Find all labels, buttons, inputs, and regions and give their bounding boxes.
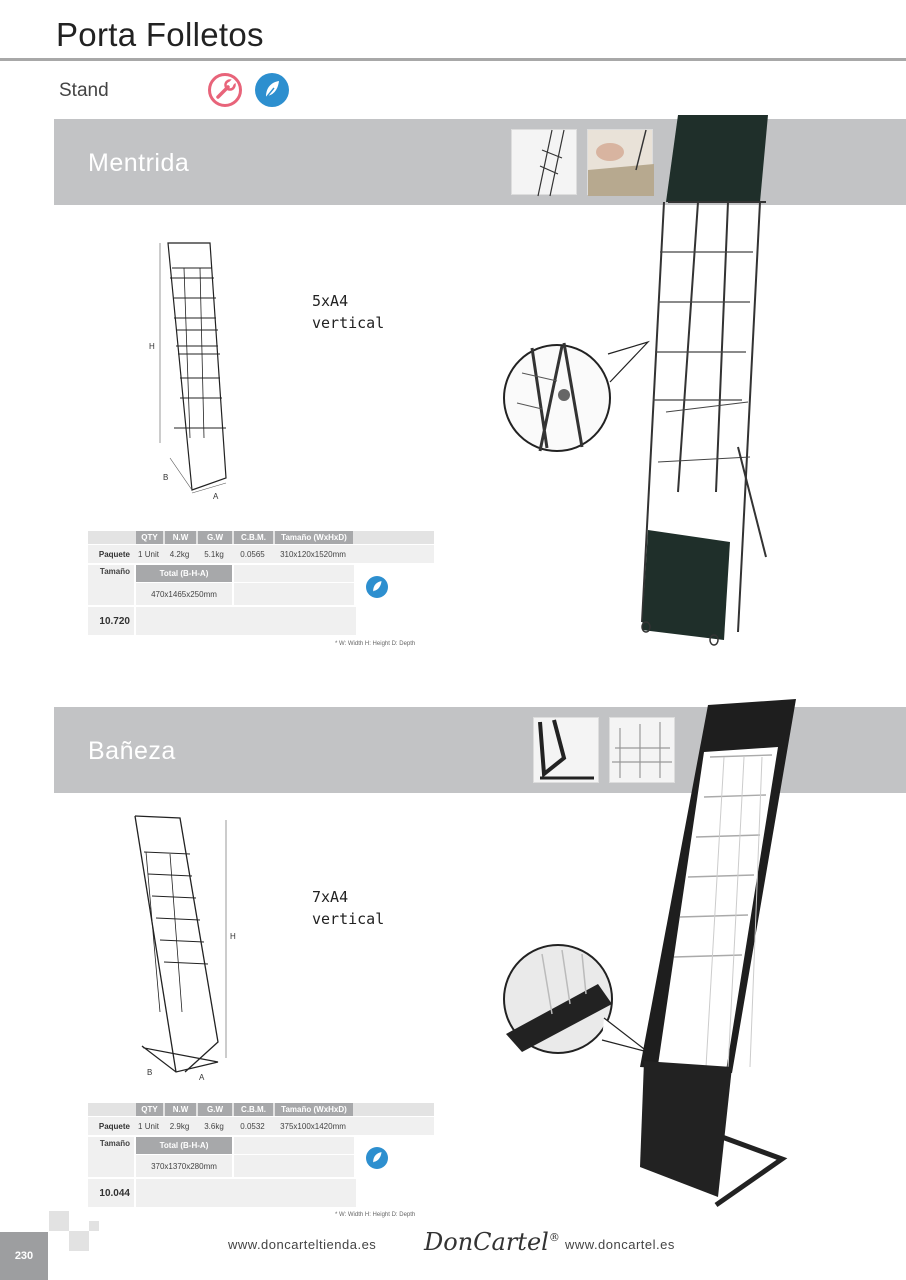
dimension-label-a: A — [199, 1073, 205, 1082]
col-header: QTY — [136, 531, 163, 544]
table-cell: 1 Unit — [138, 549, 159, 559]
category-subtitle: Stand — [59, 80, 109, 101]
brand-registered-mark: ® — [548, 1231, 560, 1244]
row-label: Tamaño — [88, 1137, 134, 1177]
col-header: N.W — [165, 531, 196, 544]
brand-name: DonCartel — [424, 1228, 549, 1256]
col-header: C.B.M. — [234, 531, 273, 544]
dimension-label-a: A — [213, 492, 219, 501]
capacity-note — [312, 290, 384, 334]
brand-logo — [424, 1228, 560, 1256]
col-header: C.B.M. — [234, 1103, 273, 1116]
col-header: QTY — [136, 1103, 163, 1116]
capacity-note — [312, 886, 384, 930]
product-name: Mentrida — [88, 149, 190, 177]
leaf-icon — [366, 1147, 388, 1169]
table-cell: 1 Unit — [138, 1121, 159, 1131]
table-cell: 5.1kg — [204, 549, 224, 559]
footer-link-site[interactable]: www.doncartel.es — [565, 1237, 675, 1252]
total-header: Total (B-H-A) — [136, 1137, 232, 1154]
decorative-square — [89, 1221, 99, 1231]
leaf-icon — [366, 576, 388, 598]
detail-zoom-circle — [502, 944, 614, 1054]
col-header: G.W — [198, 531, 232, 544]
product-code: 10.044 — [88, 1179, 134, 1207]
capacity-value: 7xA4 — [312, 888, 349, 906]
dimension-label-h: H — [230, 932, 236, 941]
dimension-label-h: H — [149, 342, 155, 351]
footnote: * W: Width H: Height D: Depth — [335, 1212, 416, 1218]
orientation-value: vertical — [312, 910, 385, 928]
orientation-value: vertical — [312, 314, 385, 332]
table-cell: 3.6kg — [204, 1121, 224, 1131]
decorative-square — [49, 1211, 69, 1231]
table-cell: 0.0565 — [240, 549, 265, 559]
product-dimension-drawing — [130, 812, 240, 1087]
col-header: Tamaño (WxHxD) — [275, 1103, 353, 1116]
footer-link-shop[interactable]: www.doncarteltienda.es — [228, 1237, 377, 1252]
col-header: G.W — [198, 1103, 232, 1116]
row-label: Paquete — [98, 549, 130, 559]
col-header: N.W — [165, 1103, 196, 1116]
table-cell: 2.9kg — [169, 1121, 190, 1131]
detail-thumbnail — [533, 717, 599, 783]
table-cell: 4.2kg — [169, 549, 190, 559]
wrench-icon — [208, 73, 242, 107]
product-dimension-drawing — [140, 238, 250, 508]
row-label: Paquete — [98, 1121, 130, 1131]
capacity-value: 5xA4 — [312, 292, 349, 310]
dimension-label-b: B — [163, 473, 169, 482]
leaf-icon — [255, 73, 289, 107]
col-header: Tamaño (WxHxD) — [275, 531, 353, 544]
table-cell: 0.0532 — [240, 1121, 265, 1131]
table-cell: 310x120x1520mm — [280, 549, 346, 559]
table-cell: 375x100x1420mm — [280, 1121, 346, 1131]
product-photo — [638, 112, 778, 652]
product-photo — [634, 697, 784, 1207]
table-cell: 470x1465x250mm — [136, 583, 232, 605]
total-header: Total (B-H-A) — [136, 565, 232, 582]
product-header-band — [54, 119, 906, 205]
footnote: * W: Width H: Height D: Depth — [335, 641, 416, 647]
detail-zoom-circle — [502, 343, 612, 453]
page-number: 230 — [0, 1232, 48, 1280]
title-divider — [0, 58, 906, 61]
detail-thumbnail — [511, 129, 577, 195]
table-cell: 370x1370x280mm — [136, 1155, 232, 1177]
decorative-square — [69, 1231, 89, 1251]
page-title: Porta Folletos — [56, 16, 264, 53]
dimension-label-b: B — [147, 1068, 153, 1077]
product-code: 10.720 — [88, 607, 134, 635]
row-label: Tamaño — [88, 565, 134, 605]
product-name: Bañeza — [88, 737, 176, 765]
